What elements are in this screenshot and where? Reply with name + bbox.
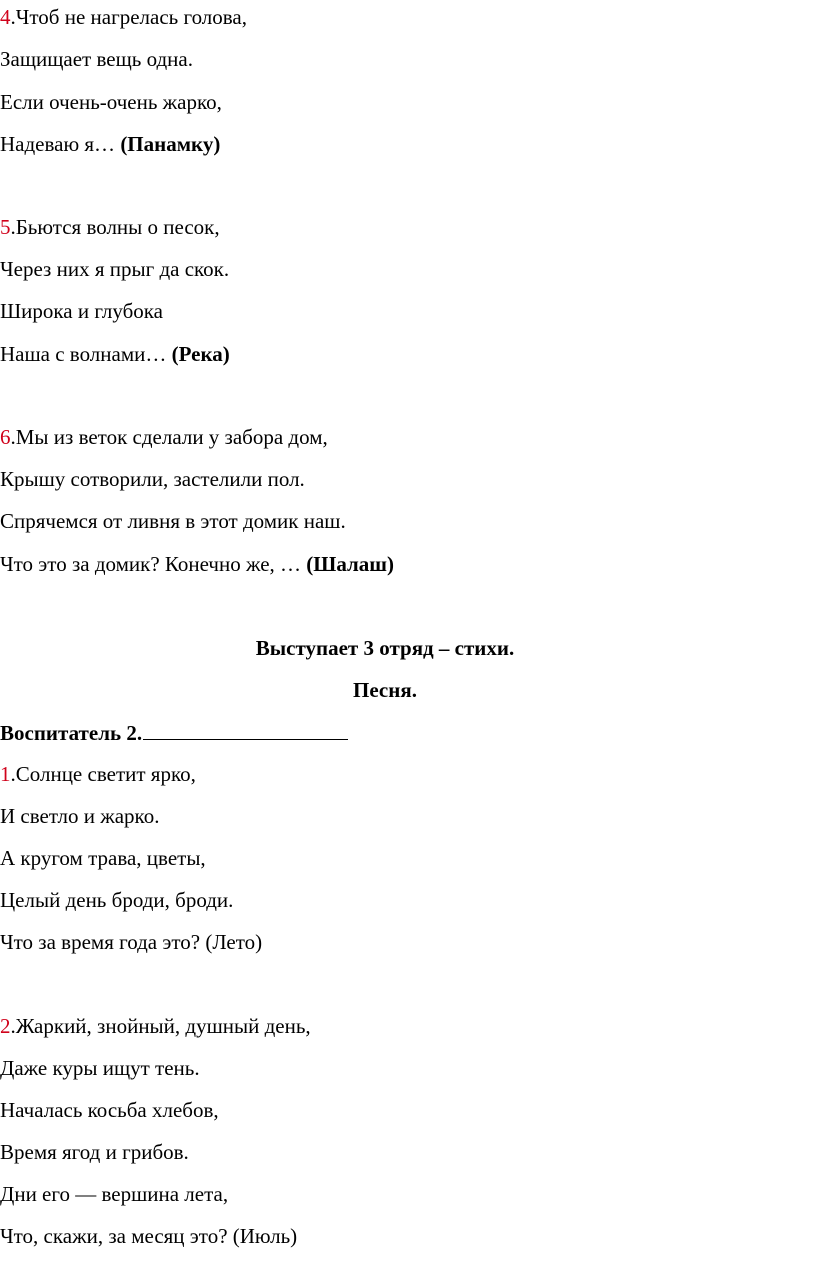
riddle-6-line-3: Спрячемся от ливня в этот домик наш. xyxy=(0,509,346,533)
riddle-answer: (Река) xyxy=(171,342,230,366)
riddle-text: Наша с волнами… xyxy=(0,342,172,366)
riddle-number: 2 xyxy=(0,1014,11,1038)
riddle-5-line-1 xyxy=(0,214,220,240)
riddle-2-line-3: Началась косьба хлебов, xyxy=(0,1098,219,1122)
riddle-2-line-1 xyxy=(0,1013,311,1039)
riddle-answer: (Панамку) xyxy=(120,132,221,156)
riddle-2-line-5: Дни его — вершина лета, xyxy=(0,1182,229,1206)
riddle-1-line-5: Что за время года это? (Лето) xyxy=(0,930,263,954)
riddle-number: 1 xyxy=(0,762,11,786)
speaker-line xyxy=(0,719,348,746)
riddle-text: .Жаркий, знойный, душный день, xyxy=(10,1014,311,1038)
riddle-text: .Чтоб не нагрелась голова, xyxy=(10,5,247,29)
riddle-5-line-4 xyxy=(0,341,230,367)
section-heading: Выступает 3 отряд – стихи. xyxy=(255,636,515,660)
riddle-6-line-1 xyxy=(0,424,328,450)
riddle-6-line-2: Крышу сотворили, застелили пол. xyxy=(0,467,305,491)
riddle-2-line-6: Что, скажи, за месяц это? (Июль) xyxy=(0,1224,298,1248)
riddle-text: Что это за домик? Конечно же, … xyxy=(0,552,307,576)
riddle-5-line-2: Через них я прыг да скок. xyxy=(0,257,230,281)
riddle-2-line-2: Даже куры ищут тень. xyxy=(0,1056,200,1080)
riddle-text: Надеваю я… xyxy=(0,132,121,156)
song-heading: Песня. xyxy=(353,678,417,702)
riddle-2-line-4: Время ягод и грибов. xyxy=(0,1140,189,1164)
riddle-1-line-4: Целый день броди, броди. xyxy=(0,888,234,912)
speaker-label: Воспитатель 2. xyxy=(0,721,143,745)
riddle-6-line-4 xyxy=(0,551,394,577)
riddle-4-line-2: Защищает вещь одна. xyxy=(0,47,193,71)
riddle-text: .Бьются волны о песок, xyxy=(10,215,220,239)
riddle-5-line-3: Широка и глубока xyxy=(0,299,164,323)
riddle-number: 6 xyxy=(0,425,11,449)
riddle-number: 4 xyxy=(0,5,11,29)
riddle-text: .Мы из веток сделали у забора дом, xyxy=(10,425,328,449)
riddle-4-line-4 xyxy=(0,131,220,157)
riddle-answer: (Шалаш) xyxy=(306,552,395,576)
riddle-1-line-1 xyxy=(0,761,196,787)
blank-underline xyxy=(143,719,348,740)
riddle-number: 5 xyxy=(0,215,11,239)
riddle-1-line-3: А кругом трава, цветы, xyxy=(0,846,206,870)
riddle-4-line-3: Если очень-очень жарко, xyxy=(0,90,222,114)
riddle-text: .Солнце светит ярко, xyxy=(10,762,196,786)
riddle-4-line-1 xyxy=(0,4,247,30)
riddle-1-line-2: И светло и жарко. xyxy=(0,804,160,828)
